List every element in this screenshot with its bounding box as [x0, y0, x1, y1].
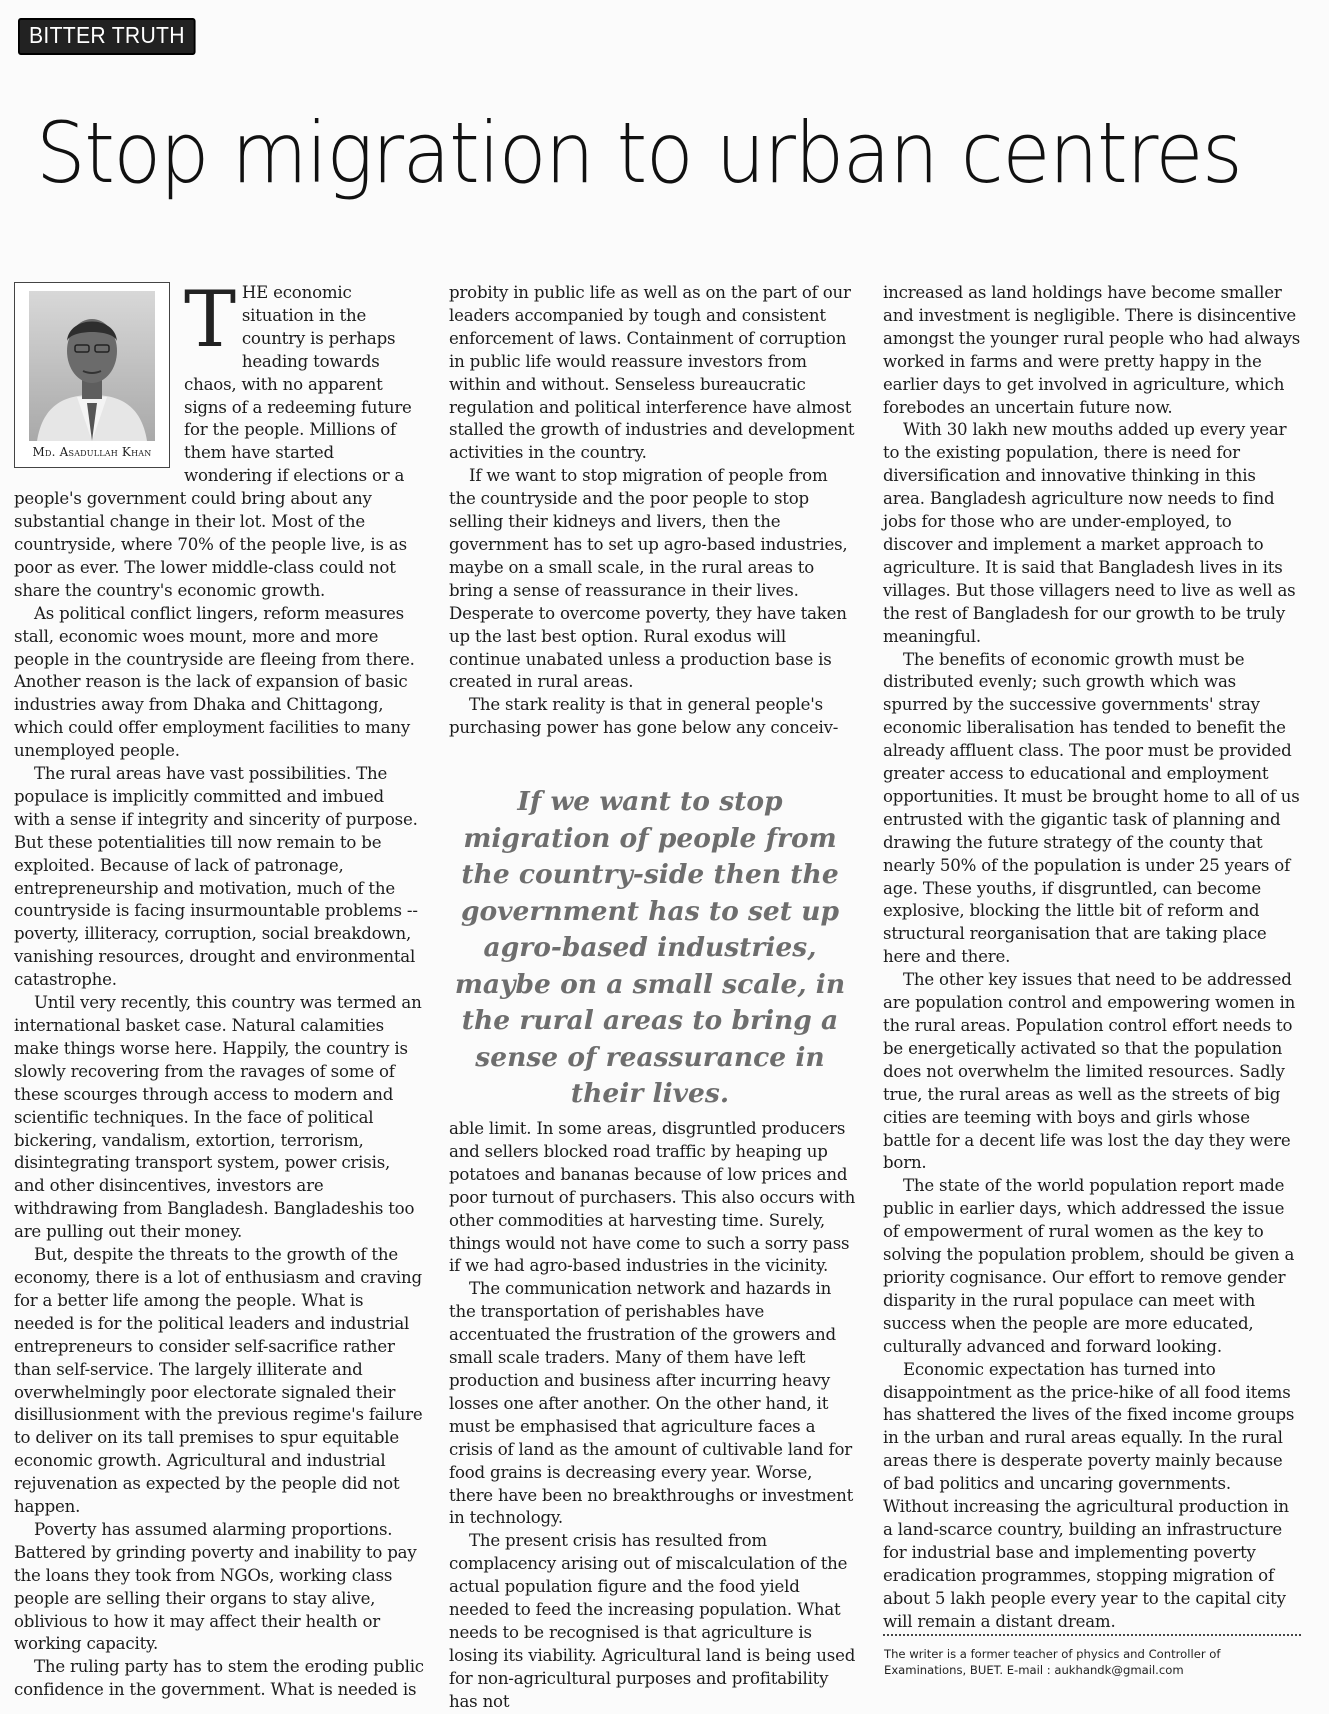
paragraph: If we want to stop migration of people from the countryside and the poor people to stop selling their kidneys and livers, then the government has to set up agro-based industries, maybe on a small scale, in the rural areas to bring a sense of reassurance in their lives. Desperate to overcome poverty, they have taken up the last best option. Rural exodus will continue unabated unless a production base is created in rural areas. — [449, 466, 848, 692]
paragraph: Economic expectation has turned into disappointment as the price-hike of all food items has shattered the lives of the fixed income groups in the urban and rural areas equally. In the rural areas there is desperate poverty mainly because of bad politics and uncaring governments. Without increasing the agricultural production in a land-scarce country, building an infrastructure for industrial base and implementing poverty eradication programmes, stopping migration of about 5 lakh people every year to the capital city will remain a distant dream. — [883, 1359, 1295, 1631]
author-footnote: The writer is a former teacher of physics and Controller of Examinations, BUET. E-mail : aukhandk@gmail.com — [884, 1647, 1221, 1677]
paragraph: HE economic situation in the country is perhaps heading towards chaos, with no apparent signs of a redeeming future for the people. Millions of them have started wondering if elections or a people's government could bring about any substantial change in their lot. Most of the countryside, where 70% of the people live, is as poor as ever. The lower middle-class could not share the country's economic growth. — [14, 283, 412, 600]
paragraph: But, despite the threats to the growth of the economy, there is a lot of enthusiasm and craving for a better life among the people. What is needed is for the political leaders and industrial entrepreneurs to consider self-sacrifice rather than self-service. The largely illiterate and overwhelmingly poor electorate signaled their disillusionment with the previous regime's failure to deliver on its tall premises to spur equitable economic growth. Agricultural and industrial rejuvenation as expected by the people did not happen. — [14, 1245, 423, 1517]
headline: Stop migration to urban centres — [36, 104, 1242, 202]
author-byline: Md. Asadullah Khan — [32, 445, 152, 460]
paragraph: The ruling party has to stem the eroding public confidence in the government. What is needed is — [14, 1657, 424, 1700]
drop-cap: T — [184, 275, 236, 365]
paragraph: Until very recently, this country was termed an international basket case. Natural calamities make things worse here. Happily, the country is slowly recovering from the ravages of some of these scourges through access to modern and scientific techniques. In the face of political bickering, vandalism, extortion, terrorism, disintegrating transport system, power crisis, and other disincentives, investors are withdrawing from Bangladesh. Bangladeshis too are pulling out their money. — [14, 993, 422, 1242]
section-tag: BITTER TRUTH — [18, 18, 196, 55]
column-2-top — [449, 282, 859, 738]
paragraph: The rural areas have vast possibilities. The populace is implicitly committed and imbued with a sense if integrity and sincerity of purpose. But these potentialities till now remain to be exploited. Because of lack of patronage, entrepreneurship and motivation, much of the countryside is facing insurmountable problems -- poverty, illiteracy, corruption, social breakdown, vanishing resources, drought and environmental catastrophe. — [14, 764, 418, 990]
author-portrait-icon — [29, 291, 155, 441]
pull-quote: If we want to stop migration of people from the country-side then the government has to set up agro-based industries, maybe on a small scale, in the rural areas to bring a sense of reassurance in their lives. — [454, 786, 846, 1109]
paragraph: As political conflict lingers, reform measures stall, economic woes mount, more and more people in the countryside are fleeing from there. Another reason is the lack of expansion of basic industries away from Dhaka and Chittagong, which could offer employment facilities to many unemployed people. — [14, 603, 415, 761]
paragraph: The benefits of economic growth must be distributed evenly; such growth which was spurred by the successive governments' stray economic liberalisation has tended to benefit the already affluent class. The poor must be provided greater access to educational and employment opportunities. It must be brought home to all of us entrusted with the gigantic task of planning and drawing the future strategy of the county that nearly 50% of the population is under 25 years of age. These youths, if disgruntled, can become explosive, blocking the little bit of reform and structural reorganisation that are taking place here and there. — [883, 649, 1300, 967]
column-3 — [883, 282, 1301, 1631]
paragraph: With 30 lakh new mouths added up every year to the existing population, there is need for diversification and innovative thinking in this area. Bangladesh agriculture now needs to find jobs for those who are under-employed, to discover and implement a market approach to agriculture. It is said that Bangladesh lives in its villages. But those villagers need to live as well as the rest of Bangladesh for our growth to be truly meaningful. — [883, 420, 1296, 646]
paragraph: increased as land holdings have become smaller and investment is negligible. There is disincentive amongst the younger rural people who had always worked in farms and were pretty happy in the earlier days to get involved in agriculture, which forebodes an uncertain future now. — [883, 283, 1301, 417]
paragraph: probity in public life as well as on the part of our leaders accompanied by tough and consistent enforcement of laws. Containment of corruption in public life would reassure investors from within and without. Senseless bureaucratic regulation and political interference have almost stalled the growth of industries and development activities in the country. — [449, 283, 855, 463]
paragraph: The stark reality is that in general people's purchasing power has gone below any conceiv- — [449, 695, 839, 738]
paragraph: The other key issues that need to be addressed are population control and empowering women in the rural areas. Population control effort needs to be energetically activated so that the population does not overwhelm the limited resources. Sadly true, the rural areas as well as the streets of big cities are teeming with boys and girls whose battle for a decent life was lost the day they were born. — [883, 970, 1296, 1173]
author-photo — [14, 282, 170, 468]
footnote-divider — [883, 1634, 1301, 1636]
paragraph: The state of the world population report made public in earlier days, which addressed the issue of empowerment of rural women as the key to solving the population problem, should be given a priority cognisance. Our effort to remove gender disparity in the rural populace can meet with success when the people are more educated, culturally advanced and forward looking. — [883, 1176, 1295, 1356]
paragraph: The present crisis has resulted from complacency arising out of miscalculation of the actual population figure and the food yield needed to feed the increasing population. What needs to be recognised is that agriculture is losing its viability. Agricultural land is being used for non-agricultural purposes and profitability has not — [449, 1531, 856, 1711]
column-1 — [14, 275, 424, 1700]
paragraph: Poverty has assumed alarming proportions. Battered by grinding poverty and inability to pay the loans they took from NGOs, working class people are selling their organs to stay alive, oblivious to how it may affect their health or working capacity. — [14, 1519, 417, 1654]
column-2-bottom — [449, 1118, 859, 1711]
paragraph: The communication network and hazards in the transportation of perishables have accentuated the frustration of the growers and small scale traders. Many of them have left production and business after incurring heavy losses one after another. On the other hand, it must be emphasised that agriculture faces a crisis of land as the amount of cultivable land for food grains is decreasing every year. Worse, there have been no breakthroughs or investment in technology. — [449, 1279, 854, 1528]
paragraph: able limit. In some areas, disgruntled producers and sellers blocked road traffic by heaping up potatoes and bananas because of low prices and poor turnout of purchasers. This also occurs with other commodities at harvesting time. Surely, things would not have come to such a sorry pass if we had agro-based industries in the vicinity. — [449, 1119, 856, 1276]
